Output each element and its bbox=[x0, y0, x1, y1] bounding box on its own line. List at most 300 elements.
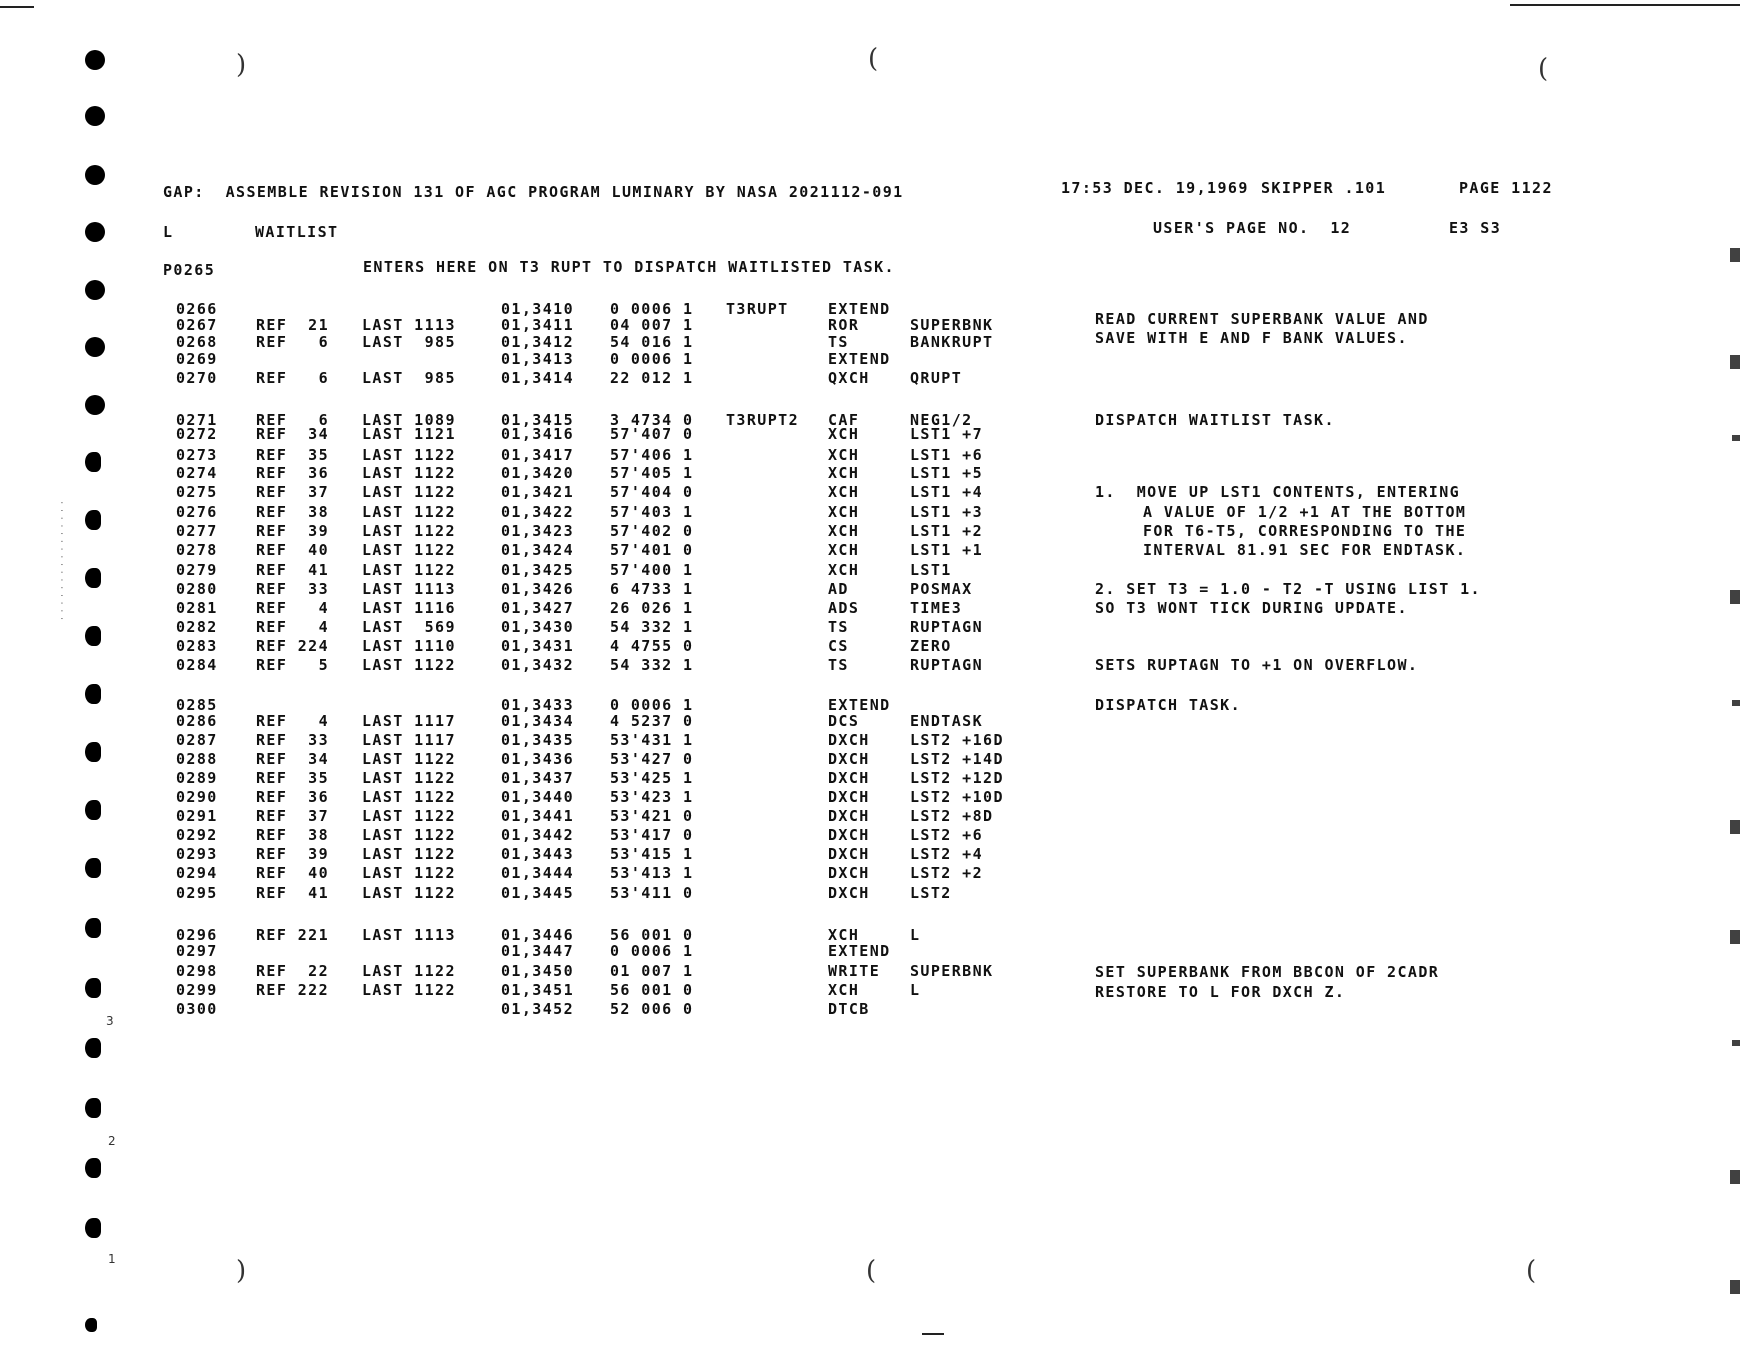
octal-code: 57'406 1 bbox=[610, 446, 694, 464]
last-field: LAST 1089 bbox=[362, 411, 456, 429]
edge-mark-icon bbox=[1732, 700, 1740, 706]
last-field: LAST 1121 bbox=[362, 425, 456, 443]
octal-code: 0 0006 1 bbox=[610, 300, 694, 318]
line-number: 0283 bbox=[176, 637, 218, 655]
operand-field: ENDTASK bbox=[910, 712, 984, 730]
scan-mark-icon: ( bbox=[1538, 54, 1549, 84]
octal-code: 53'415 1 bbox=[610, 845, 694, 863]
line-number: 0274 bbox=[176, 464, 218, 482]
line-number: 0292 bbox=[176, 826, 218, 844]
punch-hole-icon bbox=[85, 50, 105, 70]
address-field: 01,3424 bbox=[501, 541, 575, 559]
punch-hole-icon bbox=[85, 452, 101, 472]
address-field: 01,3450 bbox=[501, 962, 575, 980]
punch-hole-icon bbox=[85, 1158, 101, 1178]
punch-hole-icon bbox=[85, 165, 105, 185]
operand-field: LST1 +3 bbox=[910, 503, 984, 521]
operand-field: LST2 +10D bbox=[910, 788, 1004, 806]
operand-field: LST1 +7 bbox=[910, 425, 984, 443]
punch-hole-icon bbox=[85, 222, 105, 242]
ref-field: REF 39 bbox=[256, 845, 330, 863]
line-number: 0289 bbox=[176, 769, 218, 787]
octal-code: 22 012 1 bbox=[610, 369, 694, 387]
octal-code: 0 0006 1 bbox=[610, 350, 694, 368]
address-field: 01,3452 bbox=[501, 1000, 575, 1018]
opcode-field: DXCH bbox=[828, 826, 870, 844]
punch-hole-icon bbox=[85, 1318, 97, 1332]
operand-field: RUPTAGN bbox=[910, 618, 984, 636]
punch-hole-icon bbox=[85, 510, 101, 530]
punch-hole-icon bbox=[85, 395, 105, 415]
line-number: 0270 bbox=[176, 369, 218, 387]
ref-field: REF 33 bbox=[256, 580, 330, 598]
line-number: 0291 bbox=[176, 807, 218, 825]
address-field: 01,3441 bbox=[501, 807, 575, 825]
operand-field: QRUPT bbox=[910, 369, 963, 387]
address-field: 01,3444 bbox=[501, 864, 575, 882]
line-number: 0298 bbox=[176, 962, 218, 980]
opcode-field: DXCH bbox=[828, 864, 870, 882]
margin-mark: 1 bbox=[108, 1252, 116, 1266]
last-field: LAST 569 bbox=[362, 618, 456, 636]
ref-field: REF 41 bbox=[256, 561, 330, 579]
address-field: 01,3446 bbox=[501, 926, 575, 944]
line-number: 0290 bbox=[176, 788, 218, 806]
last-field: LAST 1122 bbox=[362, 656, 456, 674]
operand-field: BANKRUPT bbox=[910, 333, 994, 351]
last-field: LAST 1122 bbox=[362, 446, 456, 464]
octal-code: 54 332 1 bbox=[610, 618, 694, 636]
operand-field: LST2 +14D bbox=[910, 750, 1004, 768]
operand-field: RUPTAGN bbox=[910, 656, 984, 674]
last-field: LAST 1117 bbox=[362, 712, 456, 730]
last-field: LAST 1113 bbox=[362, 926, 456, 944]
comment-line: SETS RUPTAGN TO +1 ON OVERFLOW. bbox=[1095, 656, 1419, 674]
octal-code: 57'401 0 bbox=[610, 541, 694, 559]
opcode-field: ADS bbox=[828, 599, 860, 617]
operand-field: LST1 +1 bbox=[910, 541, 984, 559]
ref-field: REF 33 bbox=[256, 731, 330, 749]
octal-code: 57'405 1 bbox=[610, 464, 694, 482]
address-field: 01,3421 bbox=[501, 483, 575, 501]
line-number: 0266 bbox=[176, 300, 218, 318]
operand-field: LST1 bbox=[910, 561, 952, 579]
address-field: 01,3440 bbox=[501, 788, 575, 806]
header-skipper: SKIPPER .101 bbox=[1261, 179, 1387, 197]
ref-field: REF 39 bbox=[256, 522, 330, 540]
octal-code: 57'404 0 bbox=[610, 483, 694, 501]
line-number: 0288 bbox=[176, 750, 218, 768]
comment-line: SO T3 WONT TICK DURING UPDATE. bbox=[1095, 599, 1408, 617]
ref-field: REF 4 bbox=[256, 618, 330, 636]
opcode-field: EXTEND bbox=[828, 300, 891, 318]
page-code: E3 S3 bbox=[1449, 219, 1502, 237]
punch-hole-icon bbox=[85, 800, 101, 820]
line-number: 0275 bbox=[176, 483, 218, 501]
operand-field: SUPERBNK bbox=[910, 316, 994, 334]
edge-mark-icon bbox=[1730, 1280, 1740, 1294]
opcode-field: TS bbox=[828, 656, 849, 674]
last-field: LAST 1113 bbox=[362, 316, 456, 334]
line-number: 0295 bbox=[176, 884, 218, 902]
opcode-field: XCH bbox=[828, 503, 860, 521]
edge-mark-icon bbox=[1730, 930, 1740, 944]
octal-code: 53'417 0 bbox=[610, 826, 694, 844]
opcode-field: XCH bbox=[828, 541, 860, 559]
ref-field: REF 34 bbox=[256, 425, 330, 443]
ref-field: REF 40 bbox=[256, 864, 330, 882]
line-number: 0287 bbox=[176, 731, 218, 749]
opcode-field: EXTEND bbox=[828, 942, 891, 960]
address-field: 01,3413 bbox=[501, 350, 575, 368]
last-field: LAST 1122 bbox=[362, 981, 456, 999]
opcode-field: AD bbox=[828, 580, 849, 598]
opcode-field: XCH bbox=[828, 425, 860, 443]
ref-field: REF 221 bbox=[256, 926, 330, 944]
last-field: LAST 1122 bbox=[362, 845, 456, 863]
address-field: 01,3425 bbox=[501, 561, 575, 579]
punch-hole-icon bbox=[85, 918, 101, 938]
label-field: T3RUPT2 bbox=[726, 411, 800, 429]
ref-field: REF 4 bbox=[256, 712, 330, 730]
header-page: PAGE 1122 bbox=[1459, 179, 1553, 197]
punch-hole-icon bbox=[85, 106, 105, 126]
line-number: 0280 bbox=[176, 580, 218, 598]
last-field: LAST 1122 bbox=[362, 541, 456, 559]
octal-code: 4 5237 0 bbox=[610, 712, 694, 730]
operand-field: L bbox=[910, 926, 921, 944]
last-field: LAST 1110 bbox=[362, 637, 456, 655]
ref-field: REF 35 bbox=[256, 446, 330, 464]
opcode-field: TS bbox=[828, 618, 849, 636]
comment-line: READ CURRENT SUPERBANK VALUE AND bbox=[1095, 310, 1429, 328]
line-number: 0268 bbox=[176, 333, 218, 351]
octal-code: 53'425 1 bbox=[610, 769, 694, 787]
punch-hole-icon bbox=[85, 1218, 101, 1238]
punch-hole-icon bbox=[85, 280, 105, 300]
address-field: 01,3435 bbox=[501, 731, 575, 749]
punch-hole-icon bbox=[85, 978, 101, 998]
operand-field: LST1 +5 bbox=[910, 464, 984, 482]
operand-field: TIME3 bbox=[910, 599, 963, 617]
octal-code: 04 007 1 bbox=[610, 316, 694, 334]
ref-field: REF 4 bbox=[256, 599, 330, 617]
address-field: 01,3432 bbox=[501, 656, 575, 674]
opcode-field: DXCH bbox=[828, 769, 870, 787]
edge-mark-icon bbox=[1730, 820, 1740, 834]
operand-field: LST1 +2 bbox=[910, 522, 984, 540]
opcode-field: DTCB bbox=[828, 1000, 870, 1018]
address-field: 01,3451 bbox=[501, 981, 575, 999]
ref-field: REF 22 bbox=[256, 962, 330, 980]
punch-hole-icon bbox=[85, 1038, 101, 1058]
octal-code: 0 0006 1 bbox=[610, 942, 694, 960]
last-field: LAST 1122 bbox=[362, 503, 456, 521]
edge-mark-icon bbox=[1730, 1170, 1740, 1184]
scan-mark-icon: ( bbox=[866, 1256, 877, 1286]
octal-code: 53'421 0 bbox=[610, 807, 694, 825]
ref-field: REF 6 bbox=[256, 411, 330, 429]
comment-line: DISPATCH WAITLIST TASK. bbox=[1095, 411, 1335, 429]
ref-field: REF 37 bbox=[256, 483, 330, 501]
octal-code: 0 0006 1 bbox=[610, 696, 694, 714]
octal-code: 3 4734 0 bbox=[610, 411, 694, 429]
ref-field: REF 6 bbox=[256, 369, 330, 387]
octal-code: 53'423 1 bbox=[610, 788, 694, 806]
operand-field: LST2 +16D bbox=[910, 731, 1004, 749]
opcode-field: DXCH bbox=[828, 807, 870, 825]
octal-code: 57'402 0 bbox=[610, 522, 694, 540]
opcode-field: XCH bbox=[828, 464, 860, 482]
header-title: GAP: ASSEMBLE REVISION 131 OF AGC PROGRAM LUMINARY BY NASA 2021112-091 bbox=[163, 183, 904, 201]
address-field: 01,3442 bbox=[501, 826, 575, 844]
operand-field: ZERO bbox=[910, 637, 952, 655]
operand-field: LST1 +4 bbox=[910, 483, 984, 501]
line-number: 0278 bbox=[176, 541, 218, 559]
operand-field: POSMAX bbox=[910, 580, 973, 598]
octal-code: 53'431 1 bbox=[610, 731, 694, 749]
octal-code: 4 4755 0 bbox=[610, 637, 694, 655]
octal-code: 53'413 1 bbox=[610, 864, 694, 882]
line-number: 0286 bbox=[176, 712, 218, 730]
opcode-field: CS bbox=[828, 637, 849, 655]
comment-line: INTERVAL 81.91 SEC FOR ENDTASK. bbox=[1143, 541, 1467, 559]
opcode-field: DCS bbox=[828, 712, 860, 730]
comment-line: SET SUPERBANK FROM BBCON OF 2CADR bbox=[1095, 963, 1440, 981]
last-field: LAST 1117 bbox=[362, 731, 456, 749]
comment-line: 2. SET T3 = 1.0 - T2 -T USING LIST 1. bbox=[1095, 580, 1481, 598]
address-field: 01,3416 bbox=[501, 425, 575, 443]
top-right-rule bbox=[1510, 4, 1740, 6]
edge-mark-icon bbox=[1732, 435, 1740, 441]
octal-code: 53'411 0 bbox=[610, 884, 694, 902]
last-field: LAST 1122 bbox=[362, 864, 456, 882]
ref-field: REF 41 bbox=[256, 884, 330, 902]
scan-mark-icon: ( bbox=[1526, 1256, 1537, 1286]
log-letter: L bbox=[163, 223, 174, 241]
line-number: 0272 bbox=[176, 425, 218, 443]
address-field: 01,3437 bbox=[501, 769, 575, 787]
octal-code: 56 001 0 bbox=[610, 926, 694, 944]
address-field: 01,3447 bbox=[501, 942, 575, 960]
octal-code: 52 006 0 bbox=[610, 1000, 694, 1018]
punch-hole-icon bbox=[85, 568, 101, 588]
last-field: LAST 1122 bbox=[362, 483, 456, 501]
last-field: LAST 1122 bbox=[362, 807, 456, 825]
operand-field: LST1 +6 bbox=[910, 446, 984, 464]
line-number: 0279 bbox=[176, 561, 218, 579]
ref-field: REF 222 bbox=[256, 981, 330, 999]
ref-field: REF 35 bbox=[256, 769, 330, 787]
edge-mark-icon bbox=[1730, 355, 1740, 369]
punch-hole-icon bbox=[85, 742, 101, 762]
opcode-field: ROR bbox=[828, 316, 860, 334]
address-field: 01,3410 bbox=[501, 300, 575, 318]
scan-mark-icon: ) bbox=[236, 1256, 247, 1286]
opcode-field: EXTEND bbox=[828, 350, 891, 368]
last-field: LAST 985 bbox=[362, 369, 456, 387]
address-field: 01,3427 bbox=[501, 599, 575, 617]
last-field: LAST 1116 bbox=[362, 599, 456, 617]
punch-hole-icon bbox=[85, 858, 101, 878]
top-left-rule bbox=[0, 6, 34, 8]
line-number: 0294 bbox=[176, 864, 218, 882]
opcode-field: XCH bbox=[828, 561, 860, 579]
operand-field: LST2 +8D bbox=[910, 807, 994, 825]
opcode-field: QXCH bbox=[828, 369, 870, 387]
edge-mark-icon bbox=[1732, 1040, 1740, 1046]
opcode-field: XCH bbox=[828, 483, 860, 501]
ref-field: REF 36 bbox=[256, 788, 330, 806]
comment-line: FOR T6-T5, CORRESPONDING TO THE bbox=[1143, 522, 1467, 540]
users-page: USER'S PAGE NO. 12 bbox=[1153, 219, 1352, 237]
last-field: LAST 1122 bbox=[362, 826, 456, 844]
opcode-field: DXCH bbox=[828, 845, 870, 863]
ref-field: REF 21 bbox=[256, 316, 330, 334]
operand-field: LST2 +4 bbox=[910, 845, 984, 863]
opcode-field: XCH bbox=[828, 522, 860, 540]
octal-code: 53'427 0 bbox=[610, 750, 694, 768]
last-field: LAST 985 bbox=[362, 333, 456, 351]
octal-code: 57'400 1 bbox=[610, 561, 694, 579]
address-field: 01,3420 bbox=[501, 464, 575, 482]
last-field: LAST 1113 bbox=[362, 580, 456, 598]
operand-field: LST2 +6 bbox=[910, 826, 984, 844]
ref-field: REF 36 bbox=[256, 464, 330, 482]
line-number: 0296 bbox=[176, 926, 218, 944]
octal-code: 54 016 1 bbox=[610, 333, 694, 351]
header-datetime: 17:53 DEC. 19,1969 bbox=[1061, 179, 1249, 197]
address-field: 01,3422 bbox=[501, 503, 575, 521]
edge-mark-icon bbox=[1730, 248, 1740, 262]
line-number: 0300 bbox=[176, 1000, 218, 1018]
line-number: 0284 bbox=[176, 656, 218, 674]
address-field: 01,3433 bbox=[501, 696, 575, 714]
punch-hole-icon bbox=[85, 1098, 101, 1118]
comment-line: RESTORE TO L FOR DXCH Z. bbox=[1095, 983, 1346, 1001]
address-field: 01,3443 bbox=[501, 845, 575, 863]
opcode-field: XCH bbox=[828, 981, 860, 999]
opcode-field: EXTEND bbox=[828, 696, 891, 714]
last-field: LAST 1122 bbox=[362, 464, 456, 482]
octal-code: 54 332 1 bbox=[610, 656, 694, 674]
opcode-field: DXCH bbox=[828, 788, 870, 806]
side-form-text: · · · · · · · · · · · · · · · · bbox=[58, 500, 68, 620]
intro-text: ENTERS HERE ON T3 RUPT TO DISPATCH WAITLISTED TASK. bbox=[363, 258, 895, 276]
opcode-field: CAF bbox=[828, 411, 860, 429]
edge-mark-icon bbox=[1730, 590, 1740, 604]
log-section: WAITLIST bbox=[255, 223, 339, 241]
punch-hole-icon bbox=[85, 337, 105, 357]
line-number: 0281 bbox=[176, 599, 218, 617]
octal-code: 01 007 1 bbox=[610, 962, 694, 980]
line-number: 0282 bbox=[176, 618, 218, 636]
scan-mark-icon: ( bbox=[868, 44, 879, 74]
line-number: 0269 bbox=[176, 350, 218, 368]
octal-code: 57'403 1 bbox=[610, 503, 694, 521]
octal-code: 26 026 1 bbox=[610, 599, 694, 617]
last-field: LAST 1122 bbox=[362, 561, 456, 579]
opcode-field: XCH bbox=[828, 446, 860, 464]
bottom-rule bbox=[922, 1333, 944, 1335]
last-field: LAST 1122 bbox=[362, 962, 456, 980]
last-field: LAST 1122 bbox=[362, 884, 456, 902]
address-field: 01,3411 bbox=[501, 316, 575, 334]
operand-field: LST2 +2 bbox=[910, 864, 984, 882]
address-field: 01,3412 bbox=[501, 333, 575, 351]
address-field: 01,3436 bbox=[501, 750, 575, 768]
address-field: 01,3423 bbox=[501, 522, 575, 540]
line-number: 0297 bbox=[176, 942, 218, 960]
opcode-field: DXCH bbox=[828, 731, 870, 749]
address-field: 01,3414 bbox=[501, 369, 575, 387]
last-field: LAST 1122 bbox=[362, 750, 456, 768]
operand-field: LST2 +12D bbox=[910, 769, 1004, 787]
opcode-field: TS bbox=[828, 333, 849, 351]
margin-mark: 2 bbox=[108, 1134, 116, 1148]
operand-field: L bbox=[910, 981, 921, 999]
address-field: 01,3417 bbox=[501, 446, 575, 464]
margin-mark: 3 bbox=[106, 1014, 114, 1028]
opcode-field: DXCH bbox=[828, 750, 870, 768]
operand-field: LST2 bbox=[910, 884, 952, 902]
last-field: LAST 1122 bbox=[362, 522, 456, 540]
address-field: 01,3445 bbox=[501, 884, 575, 902]
line-number: 0267 bbox=[176, 316, 218, 334]
address-field: 01,3434 bbox=[501, 712, 575, 730]
line-number: 0285 bbox=[176, 696, 218, 714]
last-field: LAST 1122 bbox=[362, 788, 456, 806]
octal-code: 6 4733 1 bbox=[610, 580, 694, 598]
opcode-field: DXCH bbox=[828, 884, 870, 902]
ref-field: REF 37 bbox=[256, 807, 330, 825]
opcode-field: XCH bbox=[828, 926, 860, 944]
comment-line: DISPATCH TASK. bbox=[1095, 696, 1242, 714]
label-field: T3RUPT bbox=[726, 300, 789, 318]
punch-hole-icon bbox=[85, 684, 101, 704]
operand-field: SUPERBNK bbox=[910, 962, 994, 980]
octal-code: 56 001 0 bbox=[610, 981, 694, 999]
octal-code: 57'407 0 bbox=[610, 425, 694, 443]
comment-line: 1. MOVE UP LST1 CONTENTS, ENTERING bbox=[1095, 483, 1461, 501]
line-number: 0299 bbox=[176, 981, 218, 999]
ref-field: REF 6 bbox=[256, 333, 330, 351]
ref-field: REF 34 bbox=[256, 750, 330, 768]
address-field: 01,3431 bbox=[501, 637, 575, 655]
line-number: 0271 bbox=[176, 411, 218, 429]
address-field: 01,3426 bbox=[501, 580, 575, 598]
operand-field: NEG1/2 bbox=[910, 411, 973, 429]
address-field: 01,3430 bbox=[501, 618, 575, 636]
comment-line: A VALUE OF 1/2 +1 AT THE BOTTOM bbox=[1143, 503, 1467, 521]
last-field: LAST 1122 bbox=[362, 769, 456, 787]
ref-field: REF 224 bbox=[256, 637, 330, 655]
ref-field: REF 40 bbox=[256, 541, 330, 559]
address-field: 01,3415 bbox=[501, 411, 575, 429]
ref-field: REF 38 bbox=[256, 826, 330, 844]
intro-line-number: P0265 bbox=[163, 261, 216, 279]
line-number: 0293 bbox=[176, 845, 218, 863]
scan-mark-icon: ) bbox=[236, 50, 247, 80]
line-number: 0276 bbox=[176, 503, 218, 521]
punch-hole-icon bbox=[85, 626, 101, 646]
comment-line: SAVE WITH E AND F BANK VALUES. bbox=[1095, 329, 1408, 347]
ref-field: REF 5 bbox=[256, 656, 330, 674]
ref-field: REF 38 bbox=[256, 503, 330, 521]
line-number: 0273 bbox=[176, 446, 218, 464]
opcode-field: WRITE bbox=[828, 962, 881, 980]
line-number: 0277 bbox=[176, 522, 218, 540]
